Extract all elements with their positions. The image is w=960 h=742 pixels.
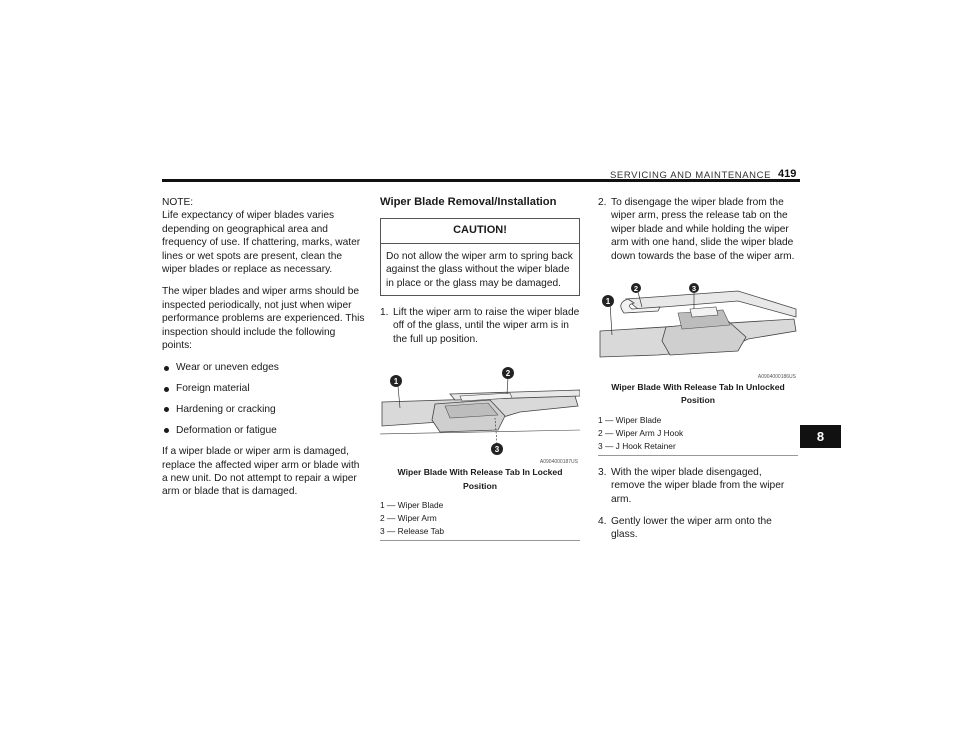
figure-locked: [380, 360, 580, 466]
caution-text: Do not allow the wiper arm to spring back against the glass without the wiper blade in place or the glass may be damaged.: [386, 250, 573, 289]
legend-item: 1 — Wiper Blade: [380, 500, 444, 511]
bullet-icon: [164, 407, 169, 412]
figure-code: A0904000186US: [757, 374, 796, 381]
list-item: Foreign material: [162, 382, 367, 395]
callouts-unlocked: [598, 283, 798, 375]
note-text: Life expectancy of wiper blades varies depending on geographical area and frequency of use. If chattering, marks, water lines or wet spots are present, clean the wiper blades or replace as necessary.: [162, 210, 361, 276]
list-item: Deformation or fatigue: [162, 424, 367, 437]
list-item: Wear or uneven edges: [162, 361, 367, 374]
step-2: 2. To disengage the wiper blade from the wiper arm, press the release tab on the wiper blade and while holding the wiper arm with one hand, slide the wiper blade down towards the base of the wiper arm.: [598, 197, 795, 262]
callouts-locked: [380, 360, 580, 460]
section-heading: Wiper Blade Removal/Installation: [380, 196, 557, 208]
figure-code: A0904000187US: [539, 459, 578, 466]
step-3: 3. With the wiper blade disengaged, remove the wiper blade from the wiper arm.: [598, 466, 785, 505]
legend-item: 3 — Release Tab: [380, 526, 445, 537]
legend-divider: [598, 455, 798, 456]
column-middle: [380, 196, 580, 541]
page-number: 419: [778, 168, 797, 180]
chapter-tab[interactable]: 8: [800, 425, 841, 448]
bullet-icon: [164, 387, 169, 392]
caution-title: CAUTION!: [381, 219, 579, 243]
figure-unlocked: [598, 283, 798, 381]
step-4: 4. Gently lower the wiper arm onto the glass.: [598, 516, 772, 541]
legend-divider: [380, 540, 580, 541]
callout-3-label: 3: [494, 445, 500, 455]
legend-item: 2 — Wiper Arm: [380, 513, 437, 524]
header-section-title: SERVICING AND MAINTENANCE: [610, 170, 772, 181]
legend-item: 3 — J Hook Retainer: [598, 440, 676, 451]
list-item: Hardening or cracking: [162, 403, 367, 416]
legend-item: 2 — Wiper Arm J Hook: [598, 427, 684, 438]
legend-item: 1 — Wiper Blade: [598, 414, 662, 425]
callout-2-label: 2: [505, 369, 511, 379]
damaged-text: If a wiper blade or wiper arm is damaged, replace the affected wiper arm or blade with a new unit. Do not attempt to repair a wiper arm or blade that is damaged.: [162, 446, 360, 498]
figure-caption: Wiper Blade With Release Tab In Locked Position: [397, 467, 563, 491]
inspection-text: The wiper blades and wiper arms should be inspected periodically, not just when wiper performance problems are experienced. This inspection should include the following points:: [162, 286, 365, 352]
column-left: [162, 196, 367, 499]
callout-2-label: 2: [633, 284, 639, 294]
column-right: [598, 196, 798, 542]
step-1: 1. Lift the wiper arm to raise the wiper blade off of the glass, until the wiper arm is in the full up position.: [380, 307, 580, 345]
bullet-icon: [164, 366, 169, 371]
callout-3-label: 3: [691, 284, 697, 294]
callout-1-label: 1: [393, 377, 399, 387]
bullet-icon: [164, 428, 169, 433]
note-label: NOTE:: [162, 197, 194, 208]
caution-box: [380, 218, 580, 296]
callout-1-label: 1: [605, 297, 611, 307]
figure-caption: Wiper Blade With Release Tab In Unlocked Position: [611, 382, 785, 406]
